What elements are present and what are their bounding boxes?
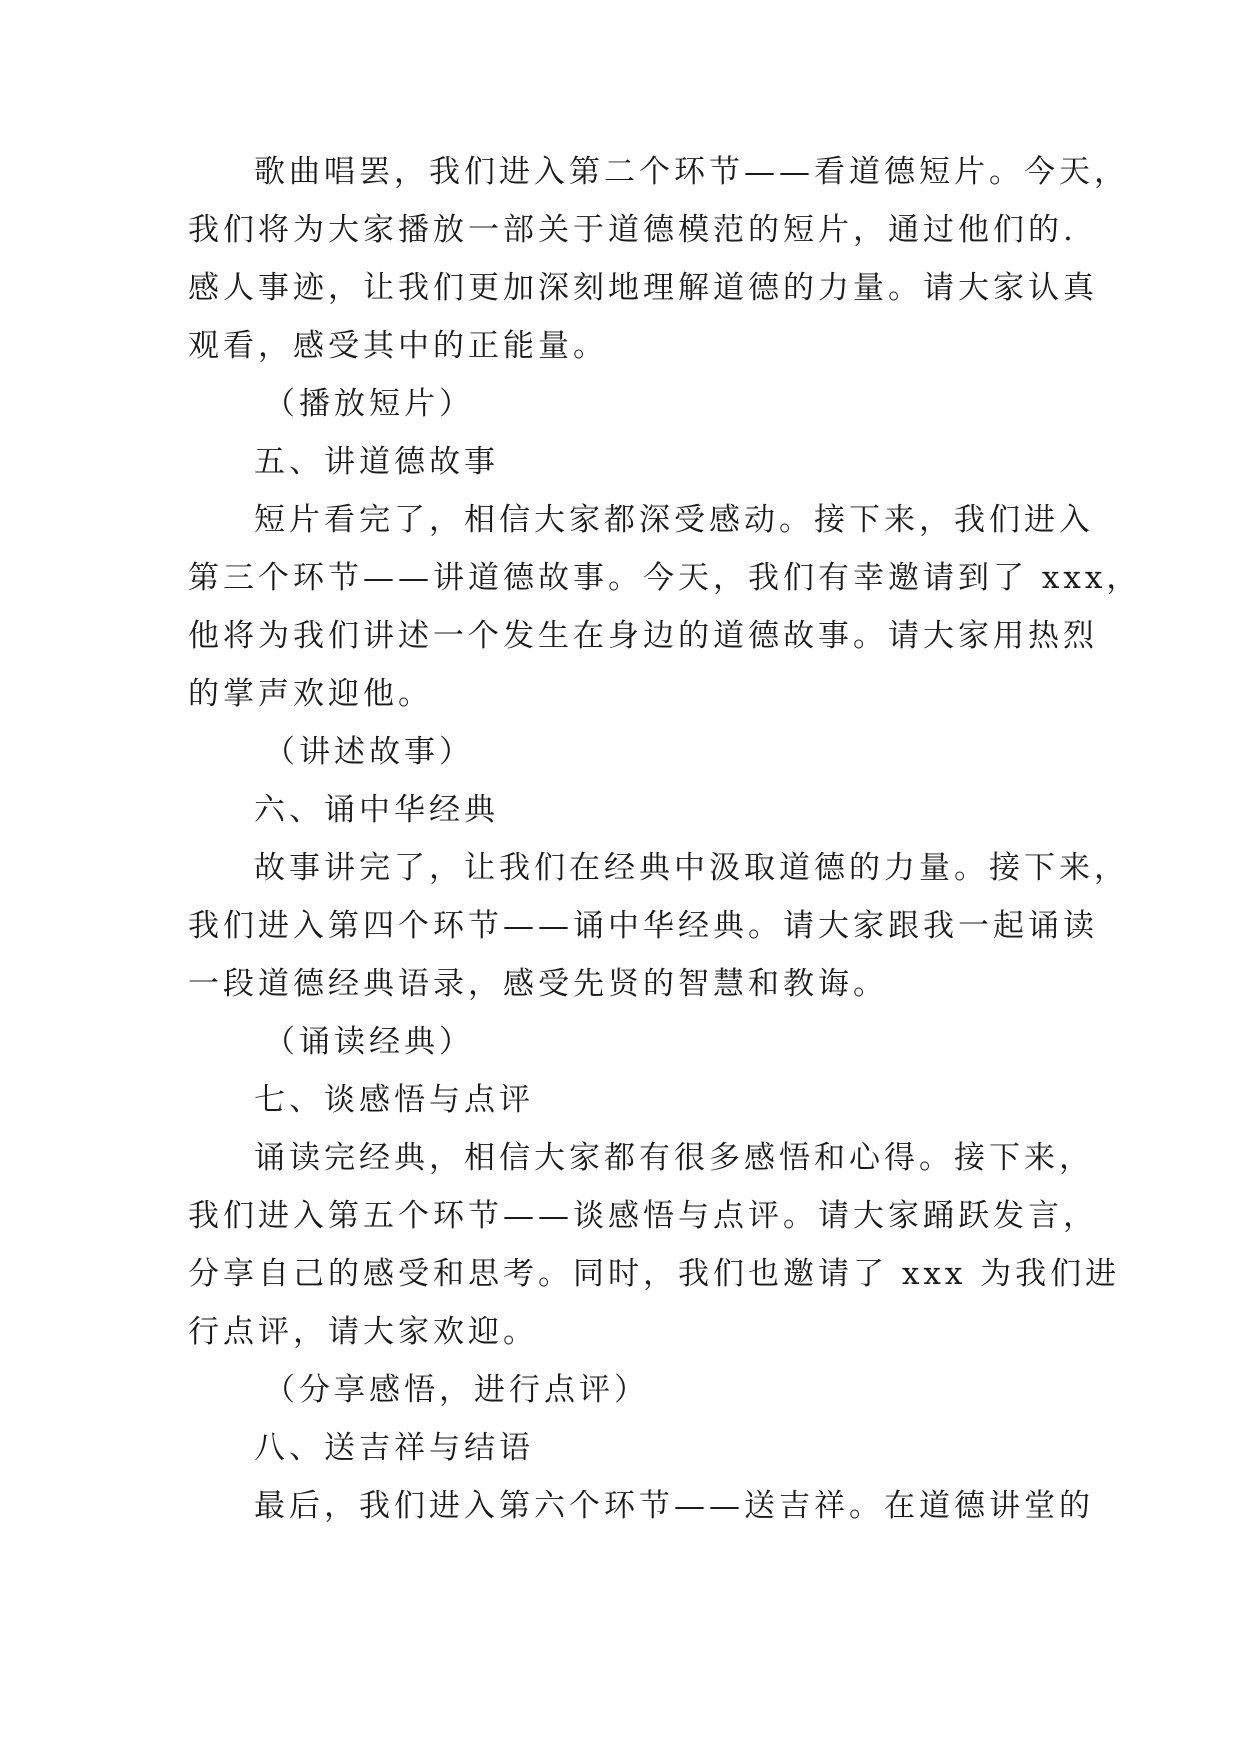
stage-direction: （分享感悟，进行点评） — [264, 1372, 649, 1408]
section-heading: 七、谈感悟与点评 — [254, 1082, 534, 1118]
paragraph-line: 分享自己的感受和思考。同时，我们也邀请了 xxx 为我们进 — [188, 1256, 1121, 1292]
paragraph-line: 一段道德经典语录，感受先贤的智慧和教诲。 — [188, 966, 888, 1002]
paragraph-line: 感人事迹，让我们更加深刻地理解道德的力量。请大家认真 — [188, 270, 1098, 306]
paragraph-line: 歌曲唱罢，我们进入第二个环节——看道德短片。今天， — [254, 154, 1129, 190]
paragraph-line: 最后，我们进入第六个环节——送吉祥。在道德讲堂的 — [254, 1488, 1094, 1524]
paragraph-line: 他将为我们讲述一个发生在身边的道德故事。请大家用热烈 — [188, 618, 1098, 654]
paragraph-line: 观看，感受其中的正能量。 — [188, 328, 608, 364]
section-heading: 六、诵中华经典 — [254, 792, 499, 828]
paragraph-line: 的掌声欢迎他。 — [188, 676, 433, 712]
section-heading: 五、讲道德故事 — [254, 444, 499, 480]
paragraph-line: 短片看完了，相信大家都深受感动。接下来，我们进入 — [254, 502, 1094, 538]
paragraph-line: 我们进入第四个环节——诵中华经典。请大家跟我一起诵读 — [188, 908, 1098, 944]
stage-direction: （讲述故事） — [264, 734, 474, 770]
paragraph-line: 我们进入第五个环节——谈感悟与点评。请大家踊跃发言， — [188, 1198, 1098, 1234]
paragraph-line: 诵读完经典，相信大家都有很多感悟和心得。接下来， — [254, 1140, 1094, 1176]
stage-direction: （诵读经典） — [264, 1024, 474, 1060]
paragraph-line: 我们将为大家播放一部关于道德模范的短片，通过他们的. — [188, 212, 1077, 248]
paragraph-line: 故事讲完了，让我们在经典中汲取道德的力量。接下来， — [254, 850, 1129, 886]
paragraph-line: 行点评，请大家欢迎。 — [188, 1314, 538, 1350]
paragraph-line: 第三个环节——讲道德故事。今天，我们有幸邀请到了 xxx， — [188, 560, 1142, 596]
section-heading: 八、送吉祥与结语 — [254, 1430, 534, 1466]
stage-direction: （播放短片） — [264, 386, 474, 422]
